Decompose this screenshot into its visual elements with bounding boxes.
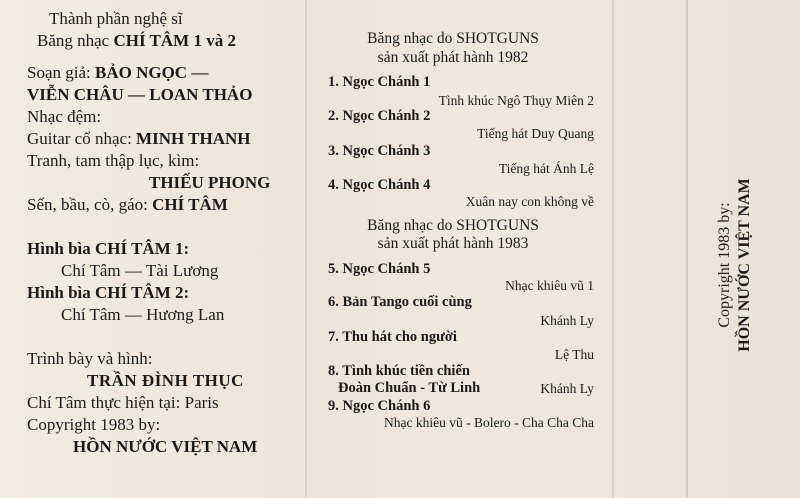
tranh-name: THIẾU PHONG [149, 173, 271, 192]
composer-line [27, 62, 208, 84]
track-subtitle: Tình khúc Ngô Thụy Miên 2 [438, 93, 594, 108]
composer-label: Soạn giả: [27, 63, 91, 82]
track-subtitle: Xuân nay con không về [465, 194, 594, 209]
track-subtitle: Nhạc khiêu vũ 1 [505, 278, 594, 293]
track-subtitle: Tiếng hát Ánh Lệ [498, 161, 594, 176]
cover2-value: Chí Tâm — Hương Lan [61, 305, 225, 324]
track-subtitle: Tiếng hát Duy Quang [477, 126, 594, 141]
composer-names-2: VIỄN CHÂU — LOAN THẢO [27, 85, 253, 104]
track-title: 9. Ngọc Chánh 6 [328, 398, 431, 414]
fold-line [612, 0, 614, 498]
copyright-text: Copyright 1983 by: [27, 415, 161, 434]
track-title: 5. Ngọc Chánh 5 [328, 261, 431, 277]
track-title: 7. Thu hát cho người [328, 329, 457, 345]
design-name: TRẦN ĐÌNH THỤC [87, 371, 244, 390]
backing-label: Nhạc đệm: [27, 107, 102, 126]
guitar-line [27, 128, 251, 150]
cover1-value: Chí Tâm — Tài Lương [61, 261, 219, 280]
track-title: 8. Tình khúc tiền chiến [328, 363, 470, 379]
publisher-name: HỒN NƯỚC VIỆT NAM [73, 437, 258, 456]
header-1982-line1: Băng nhạc do SHOTGUNS [367, 30, 539, 47]
spine-panel [712, 120, 772, 410]
fold-line [686, 0, 688, 498]
sen-label: Sến, bầu, cò, gáo: [27, 195, 148, 214]
track-title: 6. Bản Tango cuối cùng [328, 294, 472, 310]
composer-names-1: BẢO NGỌC — [95, 63, 209, 82]
track-title: 4. Ngọc Chánh 4 [328, 177, 431, 193]
album-line [37, 30, 236, 52]
album-name: CHÍ TÂM 1 và 2 [113, 31, 236, 50]
spine-copyright: Copyright 1983 by: [716, 202, 733, 328]
track-subtitle: Khánh Ly [540, 381, 594, 396]
sen-name: CHÍ TÂM [152, 195, 228, 214]
guitar-label: Guitar cổ nhạc: [27, 129, 132, 148]
header-1983-line2: sản xuất phát hành 1983 [377, 235, 529, 252]
tranh-label: Tranh, tam thập lục, kìm: [27, 151, 200, 170]
design-label: Trình bày và hình: [27, 349, 153, 368]
track-subtitle: Lệ Thu [554, 347, 594, 362]
track-title: 1. Ngọc Chánh 1 [328, 74, 431, 90]
guitar-name: MINH THANH [136, 129, 251, 148]
album-prefix: Băng nhạc [37, 31, 110, 50]
track-credit: Đoàn Chuẩn - Từ Linh [338, 380, 481, 396]
cover2-label: Hình bìa CHÍ TÂM 2: [27, 283, 190, 302]
sen-line [27, 194, 228, 216]
cover1-label: Hình bìa CHÍ TÂM 1: [27, 239, 190, 258]
header-1983-line1: Băng nhạc do SHOTGUNS [367, 217, 539, 234]
recording-place: Chí Tâm thực hiện tại: Paris [27, 393, 219, 412]
fold-line [305, 0, 307, 498]
spine-publisher: HỒN NƯỚC VIỆT NAM [736, 178, 753, 352]
track-title: 2. Ngọc Chánh 2 [328, 108, 431, 124]
credits-title: Thành phần nghệ sĩ [49, 9, 183, 28]
track-title: 3. Ngọc Chánh 3 [328, 143, 431, 159]
spine-rotated-text [712, 120, 772, 410]
header-1982-line2: sản xuất phát hành 1982 [377, 49, 529, 66]
track-subtitle: Nhạc khiêu vũ - Bolero - Cha Cha Cha [384, 415, 594, 430]
track-subtitle: Khánh Ly [540, 313, 594, 328]
